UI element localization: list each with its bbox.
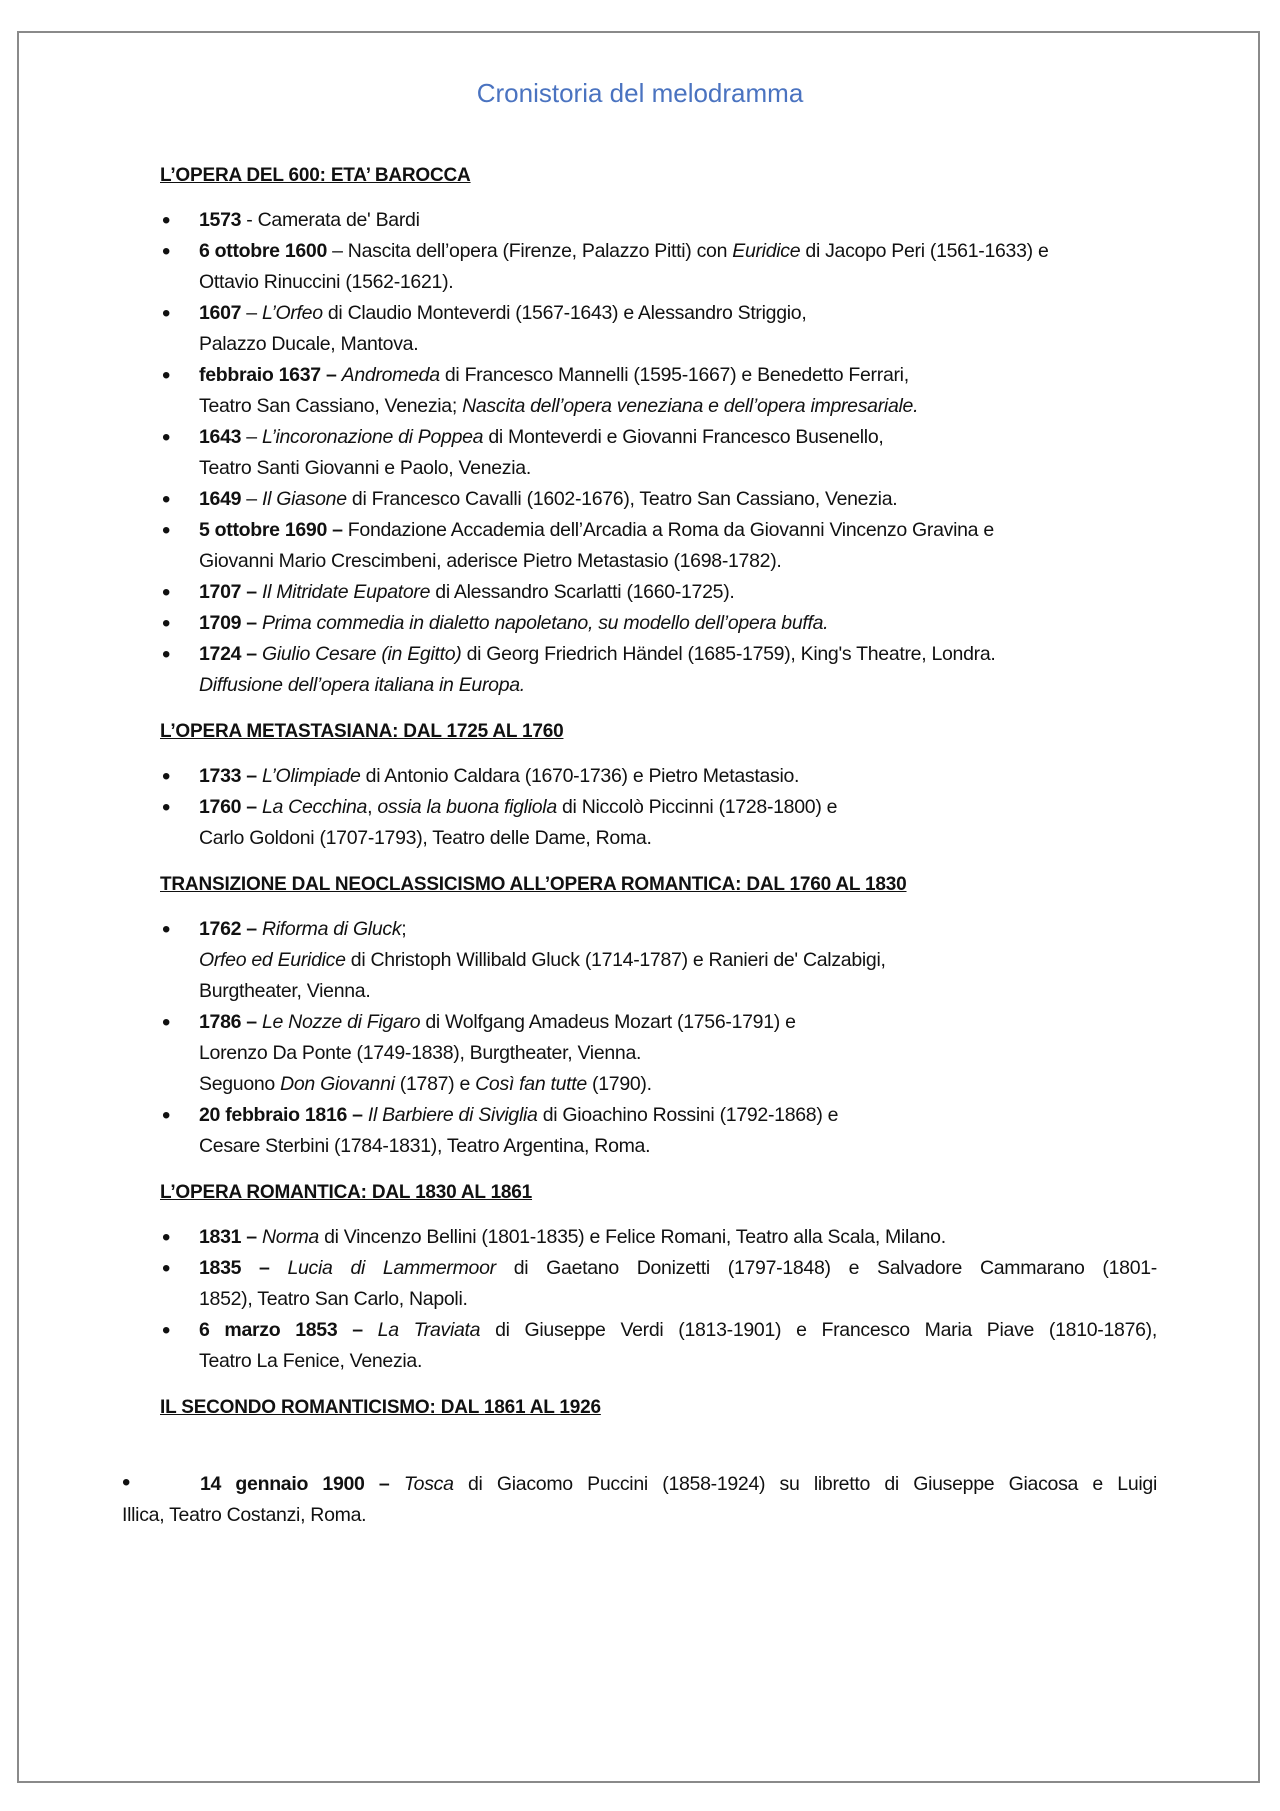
list-item: • 1786 – Le Nozze di Figaro di Wolfgang Amadeus Mozart (1756-1791) e Lorenzo Da Ponte (1749-1838), Burgtheater, Vienna. Seguono Don Giovanni (1787) e Così fan tutte (1790). [160,1007,1157,1100]
list-item: • 1643 – L’incoronazione di Poppea di Monteverdi e Giovanni Francesco Busenello, Teatro Santi Giovanni e Paolo, Venezia. [160,422,1157,484]
list-item: • 6 ottobre 1600 – Nascita dell’opera (Firenze, Palazzo Pitti) con Euridice di Jacopo Peri (1561-1633) e Ottavio Rinuccini (1562-1621). [160,236,1157,298]
list-item: • 1709 – Prima commedia in dialetto napoletano, su modello dell’opera buffa. [160,608,1157,639]
list-item: • 1760 – La Cecchina, ossia la buona figliola di Niccolò Piccinni (1728-1800) e Carlo Goldoni (1707-1793), Teatro delle Dame, Roma. [160,792,1157,854]
list-item: • 1835 – Lucia di Lammermoor di Gaetano Donizetti (1797-1848) e Salvadore Cammarano (1801- 1852), Teatro San Carlo, Napoli. [160,1253,1157,1315]
document-body [160,165,1157,1437]
bullet-icon: • [122,1469,131,1496]
list-item: • 1831 – Norma di Vincenzo Bellini (1801-1835) e Felice Romani, Teatro alla Scala, Milano. [160,1222,1157,1253]
list-item: • 1733 – L’Olimpiade di Antonio Caldara (1670-1736) e Pietro Metastasio. [160,761,1157,792]
section-heading-metastasiana: L’OPERA METASTASIANA: DAL 1725 AL 1760 [160,721,564,742]
section-heading-barocca: L’OPERA DEL 600: ETA’ BAROCCA [160,165,471,186]
list-item: • 20 febbraio 1816 – Il Barbiere di Siviglia di Gioachino Rossini (1792-1868) e Cesare Sterbini (1784-1831), Teatro Argentina, Roma. [160,1100,1157,1162]
timeline-list-metastasiana [160,761,1157,854]
list-item: • 5 ottobre 1690 – Fondazione Accademia dell’Arcadia a Roma da Giovanni Vincenzo Gravina e Giovanni Mario Crescimbeni, aderisce Pietro Metastasio (1698-1782). [160,515,1157,577]
section-heading-secondo-romanticismo: IL SECONDO ROMANTICISMO: DAL 1861 AL 1926 [160,1397,601,1418]
document-title: Cronistoria del melodramma [476,78,804,108]
timeline-list-transizione [160,914,1157,1162]
list-item: • 1762 – Riforma di Gluck; Orfeo ed Euridice di Christoph Willibald Gluck (1714-1787) e Ranieri de' Calzabigi, Burgtheater, Vienna. [160,914,1157,1007]
list-item: • 1724 – Giulio Cesare (in Egitto) di Georg Friedrich Händel (1685-1759), King's Theatre, Londra. Diffusione dell’opera italiana in Europa. [160,639,1157,701]
list-item: • 1649 – Il Giasone di Francesco Cavalli (1602-1676), Teatro San Cassiano, Venezia. [160,484,1157,515]
timeline-list-barocca [160,205,1157,701]
list-item: • 1707 – Il Mitridate Eupatore di Alessandro Scarlatti (1660-1725). [160,577,1157,608]
list-item: • 14 gennaio 1900 – Tosca di Giacomo Puccini (1858-1924) su libretto di Giuseppe Giacosa e Luigi Illica, Teatro Costanzi, Roma. [122,1469,1157,1526]
section-heading-romantica: L’OPERA ROMANTICA: DAL 1830 AL 1861 [160,1182,533,1203]
section-heading-transizione: TRANSIZIONE DAL NEOCLASSICISMO ALL’OPERA ROMANTICA: DAL 1760 AL 1830 [160,874,907,895]
list-item: • 1573 - Camerata de' Bardi [160,205,1157,236]
timeline-list-romantica [160,1222,1157,1377]
list-item: • 1607 – L’Orfeo di Claudio Monteverdi (1567-1643) e Alessandro Striggio, Palazzo Ducale, Mantova. [160,298,1157,360]
list-item: • febbraio 1637 – Andromeda di Francesco Mannelli (1595-1667) e Benedetto Ferrari, Teatro San Cassiano, Venezia; Nascita dell’opera veneziana e dell’opera impresariale. [160,360,1157,422]
list-item: • 6 marzo 1853 – La Traviata di Giuseppe Verdi (1813-1901) e Francesco Maria Piave (1810-1876), Teatro La Fenice, Venezia. [160,1315,1157,1377]
